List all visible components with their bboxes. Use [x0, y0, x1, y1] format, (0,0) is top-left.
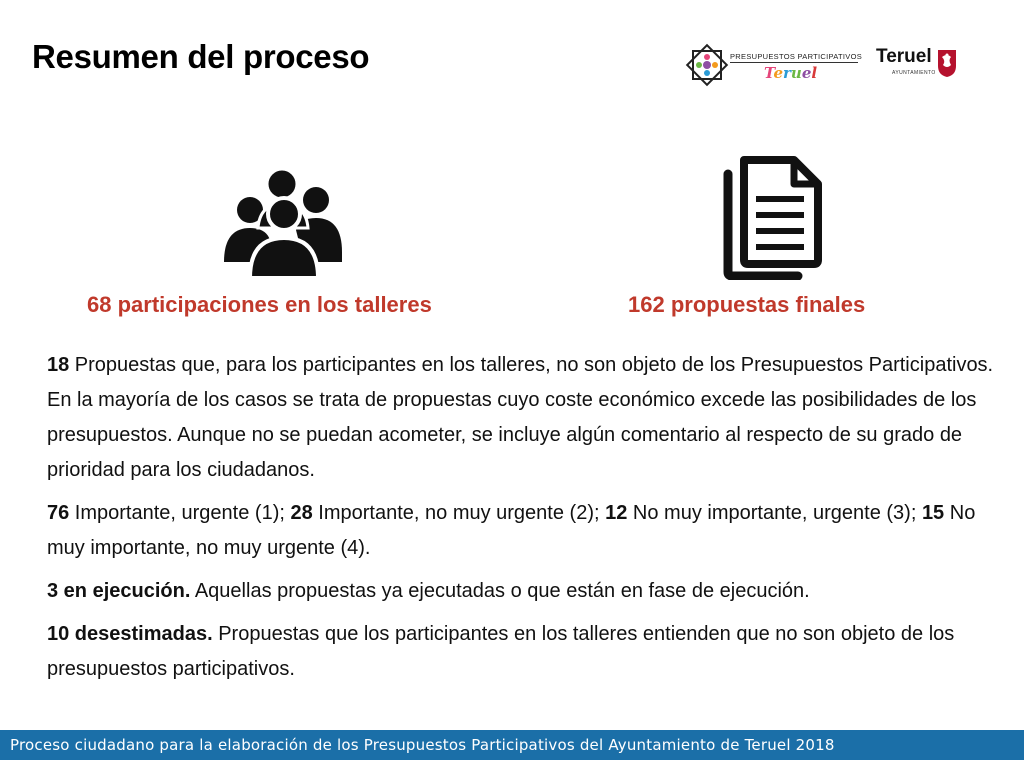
page-title: Resumen del proceso	[32, 38, 370, 75]
ayuntamiento-name: Teruel	[876, 46, 932, 67]
proposals-stat: 162 propuestas finales	[628, 292, 866, 317]
participation-emblem-icon	[684, 42, 730, 88]
pp-logo-teruel: Teruel	[764, 64, 818, 82]
paragraph-excluded: 18 Propuestas que, para los participantes en los talleres, no son objeto de los Presupuestos Participativos. En la mayoría de los casos se trata de propuestas cuyo coste económico excede las posibilidades de los presupuestos. Aunque no se puedan acometer, se incluye algún comentario al respecto de su grado de prioridad para los ciudadanos.	[47, 354, 994, 481]
paragraph-priorities: 76 Importante, urgente (1); 28 Importante, no muy urgente (2); 12 No muy importante, urgente (3); 15 No muy importante, no muy urgente (4).	[47, 502, 976, 559]
participations-stat: 68 participaciones en los talleres	[87, 292, 432, 317]
presupuestos-participativos-logo	[684, 42, 864, 88]
ayuntamiento-sub: AYUNTAMIENTO	[892, 70, 936, 76]
paragraph-in-execution: 3 en ejecución. Aquellas propuestas ya ejecutadas o que están en fase de ejecución.	[47, 580, 810, 602]
teruel-shield-icon	[936, 48, 958, 78]
paragraph-dismissed: 10 desestimadas. Propuestas que los participantes en los talleres entienden que no son objeto de los presupuestos participativos.	[47, 623, 955, 680]
ayuntamiento-logo	[876, 46, 966, 86]
logos-area	[684, 40, 974, 90]
pp-logo-caption: PRESUPUESTOS PARTICIPATIVOS	[730, 52, 863, 61]
summary-body	[47, 348, 1007, 695]
documents-icon	[718, 156, 822, 280]
people-group-icon	[220, 166, 346, 280]
footer-bar	[0, 730, 1024, 760]
footer-caption: Proceso ciudadano para la elaboración de los Presupuestos Participativos del Ayuntamiento de Teruel 2018	[10, 736, 835, 754]
